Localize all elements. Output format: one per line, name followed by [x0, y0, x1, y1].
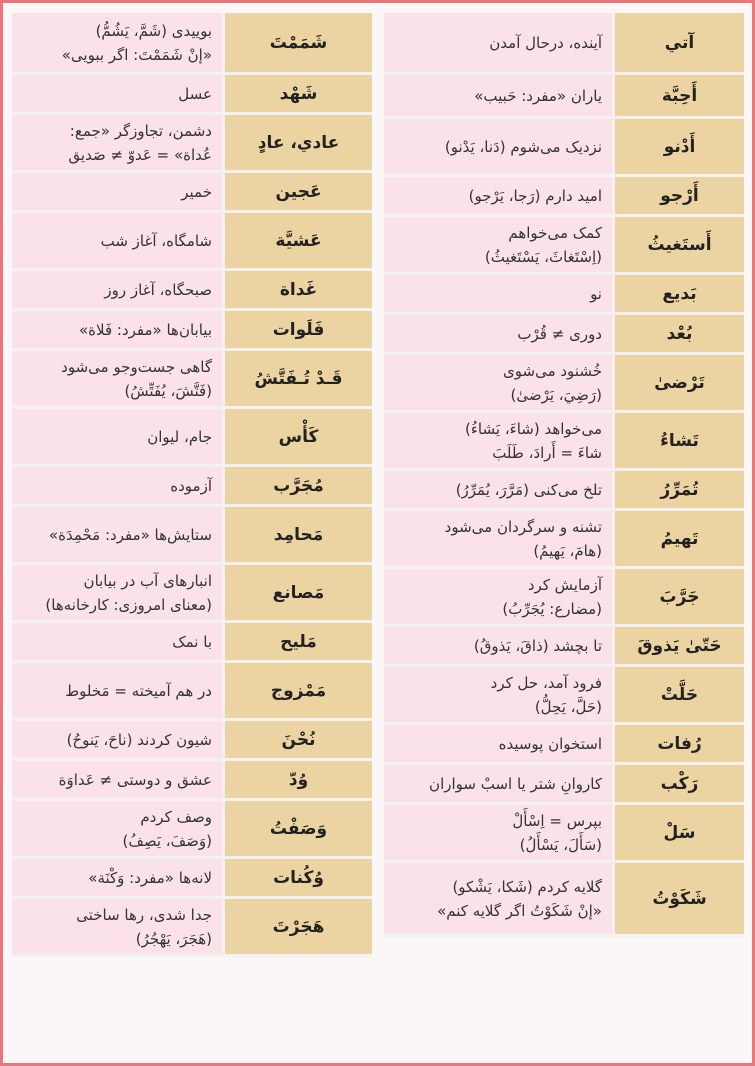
meaning-line: (هَجَرَ، یَهْجُرُ) — [135, 929, 212, 948]
glossary-meaning — [384, 863, 612, 934]
meaning-line: انبارهای آب در بیابان — [83, 571, 212, 590]
glossary-meaning — [12, 75, 222, 112]
meaning-line: عشق و دوستی ≠ عَداوَة — [58, 770, 212, 789]
glossary-meaning — [384, 13, 612, 72]
glossary-meaning — [12, 859, 222, 896]
glossary-word: شَمَمْتَ — [222, 13, 372, 72]
glossary-meaning — [12, 311, 222, 348]
glossary-word: بُعْد — [612, 315, 744, 352]
glossary-row — [12, 467, 372, 507]
glossary-meaning — [384, 569, 612, 624]
meaning-line: یاران «مفرد: حَبیب» — [474, 86, 602, 105]
glossary-meaning — [12, 115, 222, 170]
glossary-row — [12, 173, 372, 213]
meaning-line: تشنه و سرگردان می‌شود — [444, 517, 602, 536]
glossary-meaning — [12, 351, 222, 406]
meaning-line: در هم آمیخته = مَخلوط — [65, 681, 212, 700]
glossary-row — [384, 13, 744, 75]
meaning-line: «إنْ شَمَمْتَ: اگر ببویی» — [61, 45, 212, 64]
glossary-word: رَكْب — [612, 765, 744, 802]
glossary-word: حَتّیٰ یَذوقَ — [612, 627, 744, 664]
glossary-word: حَلَّتْ — [612, 667, 744, 722]
glossary-row — [12, 13, 372, 75]
glossary-word: رُفات — [612, 725, 744, 762]
glossary-meaning — [384, 119, 612, 174]
meaning-line: ستایش‌ها «مفرد: مَحْمِدَة» — [48, 525, 212, 544]
meaning-line: دوری ≠ قُرْب — [517, 324, 602, 343]
meaning-line: بیابان‌ها «مفرد: فَلاة» — [78, 320, 212, 339]
meaning-line: (معنای امروزی: کارخانه‌ها) — [45, 595, 212, 614]
meaning-line: استخوان پوسیده — [498, 734, 602, 753]
meaning-line: (سَأَلَ، یَسْأَلُ) — [519, 835, 602, 854]
meaning-line: «إنْ شَکَوْتُ اگر گلایه کنم» — [437, 901, 602, 920]
meaning-line: فرود آمد، حل کرد — [490, 673, 602, 692]
glossary-row — [384, 725, 744, 765]
glossary-word: شَهْد — [222, 75, 372, 112]
glossary-meaning — [384, 627, 612, 664]
glossary-word: مَحامِد — [222, 507, 372, 562]
meaning-line: (وَصَفَ، یَصِفُ) — [122, 831, 212, 850]
glossary-meaning — [12, 507, 222, 562]
meaning-line: شامگاه، آغاز شب — [100, 231, 212, 250]
meaning-line: با نمک — [172, 632, 212, 651]
glossary-word: مَليح — [222, 623, 372, 660]
glossary-row — [12, 507, 372, 565]
glossary-meaning — [384, 177, 612, 214]
glossary-word: تَهيمُ — [612, 511, 744, 566]
glossary-row — [12, 859, 372, 899]
meaning-line: شیون کردند (ناحَ، یَنوحُ) — [66, 730, 212, 749]
glossary-row — [384, 413, 744, 471]
glossary-meaning — [12, 409, 222, 464]
glossary-meaning — [384, 471, 612, 508]
meaning-line: آزموده — [170, 476, 212, 495]
glossary-row — [12, 565, 372, 623]
glossary-word: مُجَرَّب — [222, 467, 372, 504]
glossary-word: مَمْزوج — [222, 663, 372, 718]
meaning-line: نزدیک می‌شوم (دَنا، یَدْنو) — [444, 137, 602, 156]
meaning-line: (اِسْتَغاثَ، یَسْتَغیثُ) — [484, 247, 602, 266]
meaning-line: عسل — [178, 84, 212, 103]
glossary-meaning — [384, 75, 612, 116]
meaning-line: (هامَ، یَهیمُ) — [533, 541, 602, 560]
meaning-line: وصف کردم — [140, 807, 212, 826]
glossary-row — [12, 351, 372, 409]
glossary-word: شَكَوْتُ — [612, 863, 744, 934]
glossary-meaning — [12, 899, 222, 954]
glossary-word: كَأْس — [222, 409, 372, 464]
glossary-row — [12, 271, 372, 311]
glossary-meaning — [12, 801, 222, 856]
glossary-row — [384, 627, 744, 667]
glossary-word: جَرَّبَ — [612, 569, 744, 624]
glossary-word: سَلْ — [612, 805, 744, 860]
glossary-row — [384, 863, 744, 937]
meaning-line: گاهی جست‌وجو می‌شود — [61, 357, 212, 376]
glossary-row — [384, 511, 744, 569]
glossary-meaning — [12, 761, 222, 798]
glossary-meaning — [384, 765, 612, 802]
glossary-meaning — [384, 805, 612, 860]
glossary-meaning — [384, 667, 612, 722]
glossary-word: قَـدْ تُـفَتَّشُ — [222, 351, 372, 406]
glossary-meaning — [12, 721, 222, 758]
glossary-row — [384, 217, 744, 275]
vocabulary-column-left — [12, 13, 372, 957]
glossary-word: أَدْنو — [612, 119, 744, 174]
glossary-word: وَصَفْتُ — [222, 801, 372, 856]
meaning-line: جام، لیوان — [147, 427, 212, 446]
glossary-meaning — [12, 213, 222, 268]
meaning-line: جدا شدی، رها ساختی — [76, 905, 212, 924]
meaning-line: (مضارع: یُجَرِّبُ) — [502, 599, 602, 618]
meaning-line: کاروانِ شتر یا اسبْ سواران — [429, 774, 602, 793]
glossary-row — [384, 765, 744, 805]
meaning-line: عُداة» = عَدوّ ≠ صَدیق — [68, 145, 212, 164]
glossary-row — [12, 663, 372, 721]
glossary-word: غَداة — [222, 271, 372, 308]
glossary-word: تَشاءُ — [612, 413, 744, 468]
meaning-line: آزمایش کرد — [527, 575, 602, 594]
glossary-word: نُحْنَ — [222, 721, 372, 758]
glossary-row — [384, 177, 744, 217]
glossary-meaning — [384, 355, 612, 410]
meaning-line: خمیر — [181, 182, 212, 201]
meaning-line: (رَضِيَ، یَرْضیٰ) — [510, 385, 602, 404]
glossary-meaning — [12, 173, 222, 210]
glossary-meaning — [12, 565, 222, 620]
meaning-line: می‌خواهد (شاءَ، یَشاءُ) — [465, 419, 602, 438]
glossary-meaning — [384, 413, 612, 468]
glossary-word: وُكُنات — [222, 859, 372, 896]
glossary-row — [384, 315, 744, 355]
glossary-word: عَجين — [222, 173, 372, 210]
glossary-row — [384, 275, 744, 315]
meaning-line: شاءَ = أَرادَ، طَلَبَ — [492, 443, 602, 462]
meaning-line: تا بچشد (ذاقَ، یَذوقُ) — [473, 636, 602, 655]
glossary-word: وُدّ — [222, 761, 372, 798]
glossary-meaning — [384, 725, 612, 762]
vocabulary-column-right — [384, 13, 744, 937]
glossary-row — [12, 75, 372, 115]
glossary-row — [384, 119, 744, 177]
glossary-word: تَرْضىٰ — [612, 355, 744, 410]
glossary-word: عادي، عادٍ — [222, 115, 372, 170]
meaning-line: دشمن، تجاوزگر «جمع: — [69, 121, 212, 140]
glossary-meaning — [384, 511, 612, 566]
meaning-line: (حَلَّ، یَحِلُّ) — [534, 697, 602, 716]
glossary-row — [384, 471, 744, 511]
glossary-row — [384, 569, 744, 627]
meaning-line: خُشنود می‌شوی — [503, 361, 602, 380]
glossary-meaning — [12, 663, 222, 718]
glossary-word: آتي — [612, 13, 744, 72]
glossary-row — [384, 805, 744, 863]
meaning-line: بوییدی (شَمَّ، یَشُمُّ) — [95, 21, 212, 40]
glossary-row — [12, 409, 372, 467]
glossary-word: هَجَرْتَ — [222, 899, 372, 954]
meaning-line: نو — [590, 284, 602, 303]
meaning-line: کمک می‌خواهم — [508, 223, 602, 242]
glossary-meaning — [12, 271, 222, 308]
meaning-line: تلخ می‌کنی (مَرَّرَ، یُمَرِّرُ) — [455, 480, 602, 499]
glossary-row — [12, 801, 372, 859]
meaning-line: آینده، درحال آمدن — [489, 33, 602, 52]
glossary-meaning — [12, 467, 222, 504]
glossary-word: تُمَرِّرُ — [612, 471, 744, 508]
glossary-word: فَلَوات — [222, 311, 372, 348]
glossary-row — [12, 623, 372, 663]
glossary-word: عَشيَّة — [222, 213, 372, 268]
meaning-line: بپرس = اِسْأَلْ — [512, 811, 602, 830]
meaning-line: (فَتَّشَ، یُفَتِّشُ) — [124, 381, 212, 400]
glossary-row — [12, 115, 372, 173]
glossary-word: مَصانع — [222, 565, 372, 620]
glossary-row — [12, 311, 372, 351]
meaning-line: صبحگاه، آغاز روز — [104, 280, 212, 299]
glossary-row — [384, 355, 744, 413]
meaning-line: امید دارم (رَجا، یَرْجو) — [468, 186, 602, 205]
glossary-meaning — [384, 217, 612, 272]
glossary-row — [12, 899, 372, 957]
glossary-meaning — [12, 13, 222, 72]
glossary-row — [12, 213, 372, 271]
glossary-row — [12, 721, 372, 761]
glossary-row — [12, 761, 372, 801]
glossary-word: بَديع — [612, 275, 744, 312]
glossary-row — [384, 75, 744, 119]
glossary-word: أَرْجو — [612, 177, 744, 214]
glossary-word: أَستَغيثُ — [612, 217, 744, 272]
glossary-row — [384, 667, 744, 725]
glossary-meaning — [12, 623, 222, 660]
glossary-meaning — [384, 315, 612, 352]
glossary-meaning — [384, 275, 612, 312]
glossary-word: أَحِبَّة — [612, 75, 744, 116]
meaning-line: لانه‌ها «مفرد: وَکْنَة» — [88, 868, 212, 887]
meaning-line: گلایه کردم (شَکا، یَشْکو) — [452, 877, 602, 896]
